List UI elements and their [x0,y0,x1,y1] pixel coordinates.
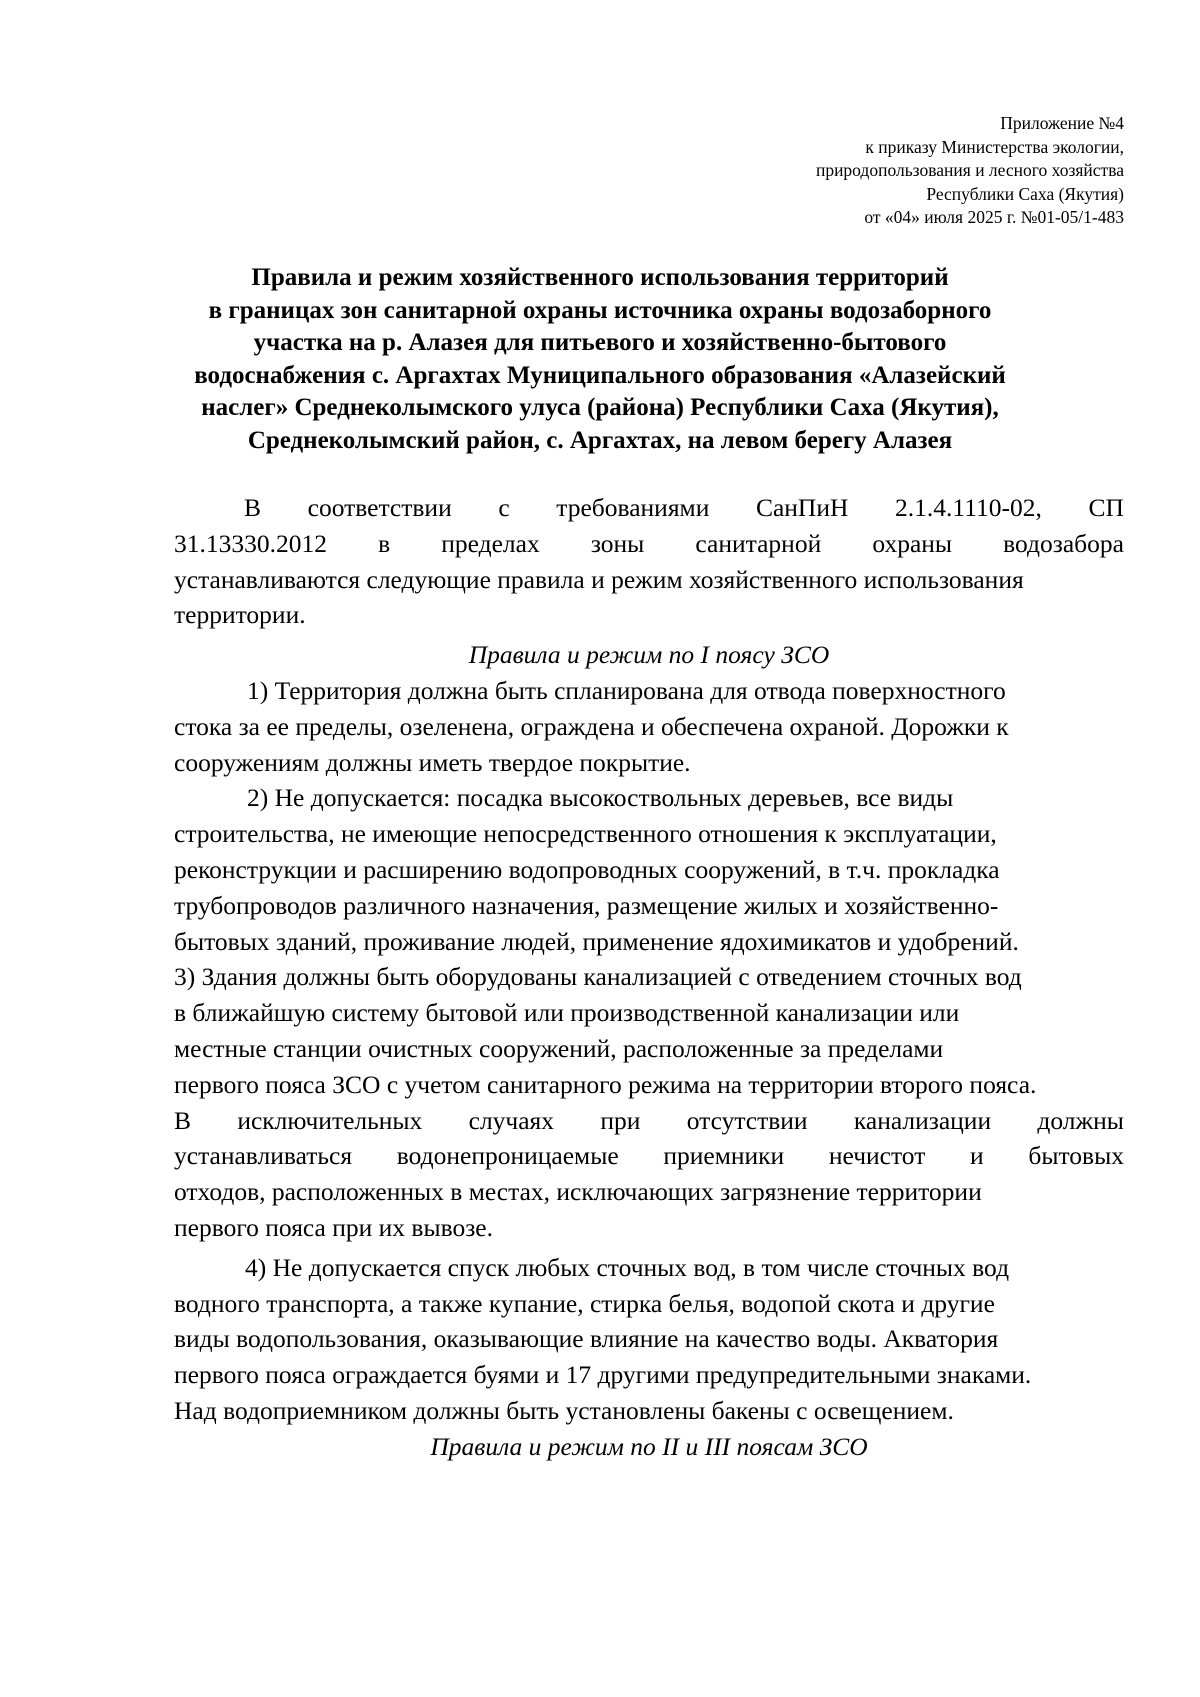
text-line: 3) Здания должны быть оборудованы канализацией с отведением сточных вод [174,962,1022,992]
word: 2.1.4.1110-02, [895,493,1042,522]
appendix-line: от «04» июля 2025 г. №01-05/1-483 [864,207,1124,227]
text-line: местные станции очистных сооружений, расположенные за пределами [174,1033,944,1063]
section2-heading: Правила и режим по II и III поясам ЗСО [430,1431,868,1461]
text-line: территории. [174,600,306,630]
document-body [174,490,1124,1465]
title-line: водоснабжения с. Аргахтах Муниципального образования «Алазейский [194,361,1006,389]
appendix-line: природопользования и лесного хозяйства [815,160,1124,180]
section1-heading: Правила и режим по I поясу ЗСО [468,640,830,670]
word: бытовых [1028,1141,1124,1171]
word: исключительных [237,1105,423,1135]
word: канализации [853,1105,992,1135]
justified-line [174,526,1124,562]
text-line: первого пояса ограждается буями и 17 другими предупредительными знаками. [174,1360,1032,1390]
justified-line [174,490,1124,526]
word: приемники [663,1141,785,1171]
appendix-line: к приказу Министерства экологии, [865,136,1124,157]
appendix-line: Республики Саха (Якутия) [926,183,1124,204]
item-2-paragraph [174,780,1124,959]
word: соответствии [307,493,452,522]
text-line: 4) Не допускается спуск любых сточных вод, в том числе сточных вод [245,1252,1010,1282]
text-line: 1) Территория должна быть спланирована для отвода поверхностного [247,675,1006,705]
word: требованиями [556,493,710,522]
text-line: сооружениям должны иметь твердое покрытие. [174,747,691,777]
word: водонепроницаемые [396,1141,619,1171]
title-line: Среднеколымский район, с. Аргахтах, на левом берегу Алазея [247,426,953,454]
text-line: водного транспорта, а также купание, стирка белья, водопой скота и другие [174,1288,995,1318]
intro-paragraph [174,490,1124,633]
text-line: бытовых зданий, проживание людей, применение ядохимикатов и удобрений. [174,926,1019,956]
item-3-paragraph [174,959,1124,1245]
word: СП [1088,493,1124,522]
title-line: Правила и режим хозяйственного использования территорий [251,264,949,291]
title-line: в границах зон санитарной охраны источника охраны водозаборного [208,296,992,324]
title-line: участка на р. Алазея для питьевого и хозяйственно-бытового [253,329,947,357]
word: санитарной [695,528,822,558]
word: нечистот [828,1141,926,1171]
word: В [174,1105,192,1135]
item-1-paragraph [174,673,1124,780]
word: при [600,1105,641,1135]
text-line: первого пояса при их вывозе. [174,1212,493,1242]
item-4-paragraph [174,1250,1124,1429]
text-line: реконструкции и расширению водопроводных сооружений, в т.ч. прокладка [174,854,1000,884]
word: в [378,528,391,558]
text-line: в ближайшую систему бытовой или производственной канализации или [174,998,960,1028]
text-line: строительства, не имеющие непосредственного отношения к эксплуатации, [174,819,997,849]
text-line: первого пояса ЗСО с учетом санитарного режима на территории второго пояса. [174,1069,1037,1099]
appendix-line: Приложение №4 [1000,113,1124,133]
text-line: стока за ее пределы, озеленена, ограждена и обеспечена охраной. Дорожки к [174,711,1009,741]
justified-line [174,1138,1124,1174]
word: устанавливаться [174,1141,353,1171]
word: случаях [468,1105,555,1135]
word: должны [1037,1105,1124,1135]
justified-line [174,1103,1124,1139]
document-title [150,262,1050,458]
word: В [244,493,262,522]
word: охраны [872,528,953,558]
text-line: отходов, расположенных в местах, исключающих загрязнение территории [174,1177,982,1207]
word: отсутствии [686,1105,808,1135]
word: 31.13330.2012 [174,528,327,558]
text-line: трубопроводов различного назначения, размещение жилых и хозяйственно- [174,890,999,920]
text-line: виды водопользования, оказывающие влияние на качество воды. Акватория [174,1324,999,1354]
word: зоны [590,528,645,558]
word: и [970,1141,984,1171]
word: водозабора [1003,528,1124,558]
word: СанПиН [755,493,849,522]
word: с [498,493,510,522]
text-line: устанавливаются следующие правила и режим хозяйственного использования [174,564,1024,594]
text-line: Над водоприемником должны быть установлены бакены с освещением. [174,1395,954,1425]
title-line: наслег» Среднеколымского улуса (района) Республики Саха (Якутия), [201,394,999,422]
text-line: 2) Не допускается: посадка высокоствольных деревьев, все виды [247,783,954,813]
word: пределах [441,528,540,558]
appendix-header [604,112,1124,230]
